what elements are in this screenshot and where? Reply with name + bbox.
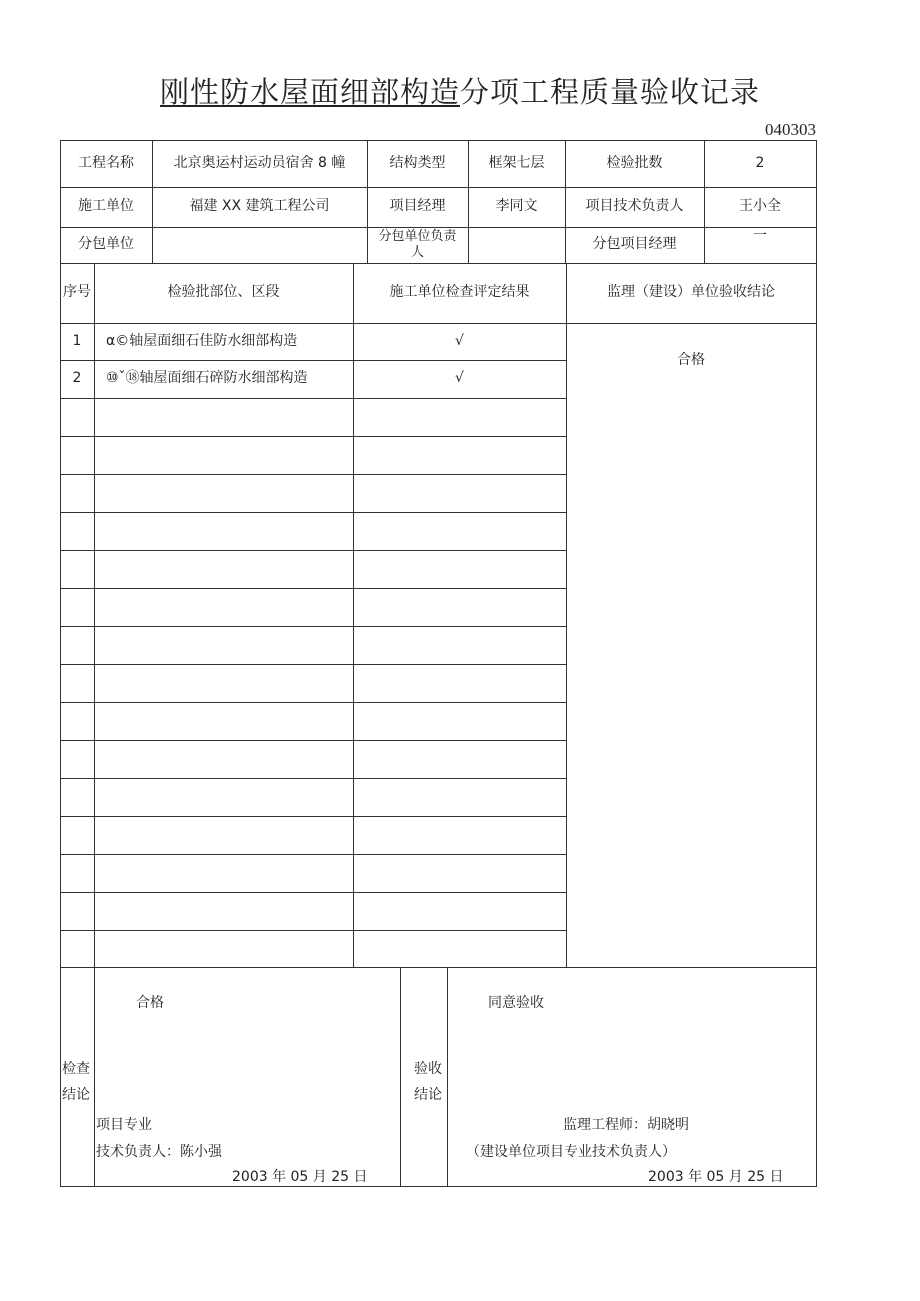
- sub-pm-value: 一: [753, 228, 767, 245]
- accept-label: 验收结论: [414, 1061, 442, 1103]
- tech-lead-value: 王小全: [739, 198, 781, 215]
- project-name-value: 北京奥运村运动员宿舍 8 幢: [173, 154, 346, 171]
- sub-lead-label: 分包单位负责人: [378, 228, 457, 260]
- contractor-value: 福建 XX 建筑工程公司: [189, 198, 330, 215]
- header-supervision: 监理（建设）单位验收结论: [607, 284, 775, 301]
- structure-label: 结构类型: [389, 154, 446, 171]
- batch-count-value: 2: [755, 154, 765, 171]
- tech-lead-label: 项目技术负责人: [585, 198, 684, 215]
- accept-date: 2003 年 05 月 25 日: [648, 1169, 784, 1185]
- row-result: √: [455, 370, 464, 387]
- accept-result: 同意验收: [488, 995, 544, 1011]
- accept-role-line2: （建设单位项目专业技术负责人）: [466, 1144, 676, 1160]
- header-result: 施工单位检查评定结果: [389, 284, 530, 301]
- pm-value: 李同文: [495, 198, 538, 215]
- header-seq: 序号: [63, 284, 91, 301]
- title-main: 刚性防水屋面细部构造: [159, 75, 460, 109]
- batch-count-label: 检验批数: [606, 154, 663, 171]
- contractor-label: 施工单位: [78, 198, 134, 215]
- check-date: 2003 年 05 月 25 日: [232, 1169, 368, 1185]
- sub-label: 分包单位: [78, 236, 134, 253]
- pm-label: 项目经理: [389, 198, 446, 215]
- sub-lead-value: [468, 227, 565, 263]
- sub-pm-label: 分包项目经理: [592, 236, 677, 253]
- row-number: 1: [72, 332, 82, 349]
- supervision-conclusion: 合格: [677, 352, 705, 369]
- structure-value: 框架七层: [488, 154, 545, 171]
- row-number: 2: [72, 370, 82, 387]
- check-role-line2: 技术负责人：陈小强: [96, 1144, 222, 1160]
- row-part: ⑩ˇ⑱轴屋面细石碎防水细部构造: [106, 370, 308, 387]
- title-rest: 分项工程质量验收记录: [460, 75, 761, 109]
- form-code: 040303: [765, 120, 816, 139]
- check-role-line1: 项目专业: [96, 1117, 152, 1133]
- sub-value: [152, 227, 367, 263]
- row-result: √: [455, 332, 464, 349]
- accept-role-line1: 监理工程师：胡晓明: [563, 1117, 689, 1133]
- row-part: α©轴屋面细石佳防水细部构造: [106, 332, 298, 349]
- page-title: [0, 70, 920, 111]
- project-name-label: 工程名称: [78, 154, 134, 171]
- check-result: 合格: [136, 995, 164, 1011]
- check-label: 检查结论: [62, 1061, 90, 1103]
- header-part: 检验批部位、区段: [167, 284, 280, 301]
